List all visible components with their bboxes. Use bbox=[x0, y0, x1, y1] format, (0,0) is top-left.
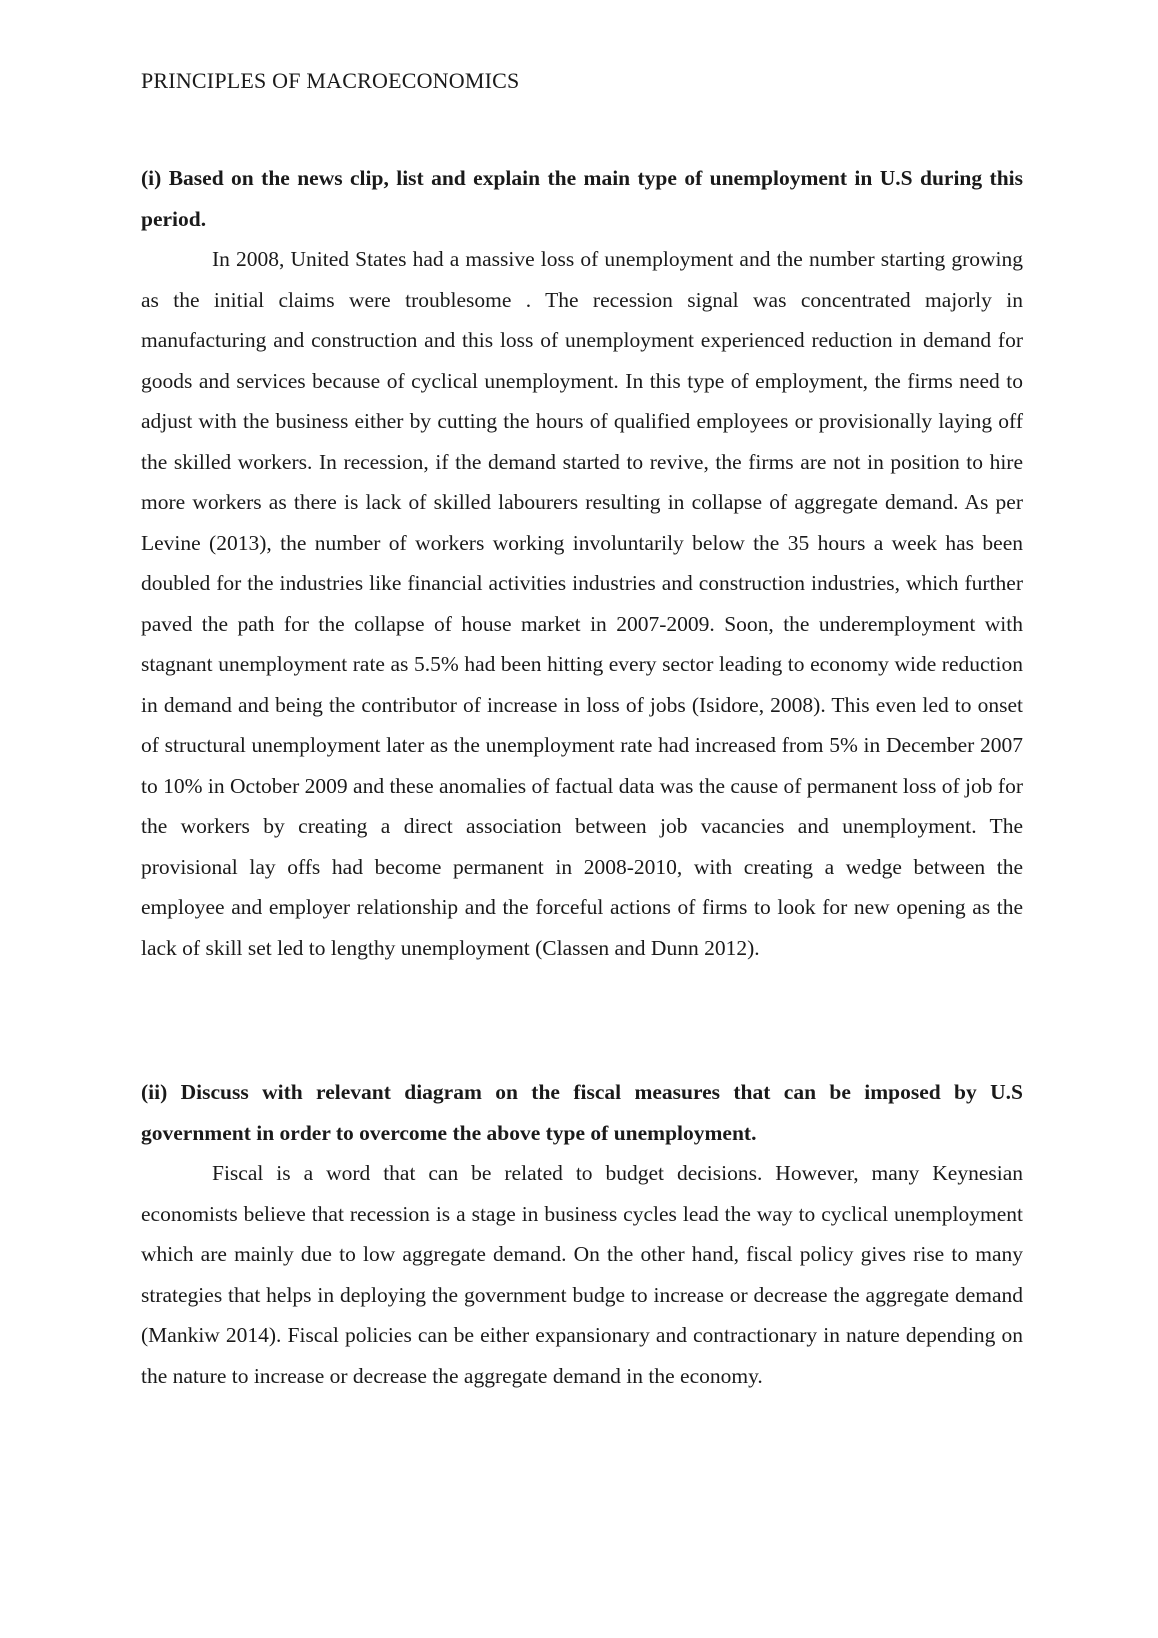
section-i-heading: (i) Based on the news clip, list and explain the main type of unemployment in U.S during this period. bbox=[141, 166, 1023, 231]
section-ii bbox=[141, 1072, 1023, 1396]
running-header-title: PRINCIPLES OF MACROECONOMICS bbox=[141, 68, 520, 93]
section-ii-heading: (ii) Discuss with relevant diagram on the fiscal measures that can be imposed by U.S government in order to overcome the above type of unemployment. bbox=[141, 1080, 1023, 1145]
section-i-paragraph: In 2008, United States had a massive loss of unemployment and the number starting growing as the initial claims were troublesome . The recession signal was concentrated majorly in manufacturing and construction and this loss of unemployment experienced reduction in demand for goods and services because of cyclical unemployment. In this type of employment, the firms need to adjust with the business either by cutting the hours of qualified employees or provisionally laying off the skilled workers. In recession, if the demand started to revive, the firms are not in position to hire more workers as there is lack of skilled labourers resulting in collapse of aggregate demand. As per Levine (2013), the number of workers working involuntarily below the 35 hours a week has been doubled for the industries like financial activities industries and construction industries, which further paved the path for the collapse of house market in 2007-2009. Soon, the underemployment with stagnant unemployment rate as 5.5% had been hitting every sector leading to economy wide reduction in demand and being the contributor of increase in loss of jobs (Isidore, 2008). This even led to onset of structural unemployment later as the unemployment rate had increased from 5% in December 2007 to 10% in October 2009 and these anomalies of factual data was the cause of permanent loss of job for the workers by creating a direct association between job vacancies and unemployment. The provisional lay offs had become permanent in 2008-2010, with creating a wedge between the employee and employer relationship and the forceful actions of firms to look for new opening as the lack of skill set led to lengthy unemployment (Classen and Dunn 2012). bbox=[141, 247, 1023, 960]
section-i bbox=[141, 158, 1023, 968]
section-ii-paragraph: Fiscal is a word that can be related to budget decisions. However, many Keynesian economists believe that recession is a stage in business cycles lead the way to cyclical unemployment which are mainly due to low aggregate demand. On the other hand, fiscal policy gives rise to many strategies that helps in deploying the government budge to increase or decrease the aggregate demand (Mankiw 2014). Fiscal policies can be either expansionary and contractionary in nature depending on the nature to increase or decrease the aggregate demand in the economy. bbox=[141, 1161, 1023, 1388]
